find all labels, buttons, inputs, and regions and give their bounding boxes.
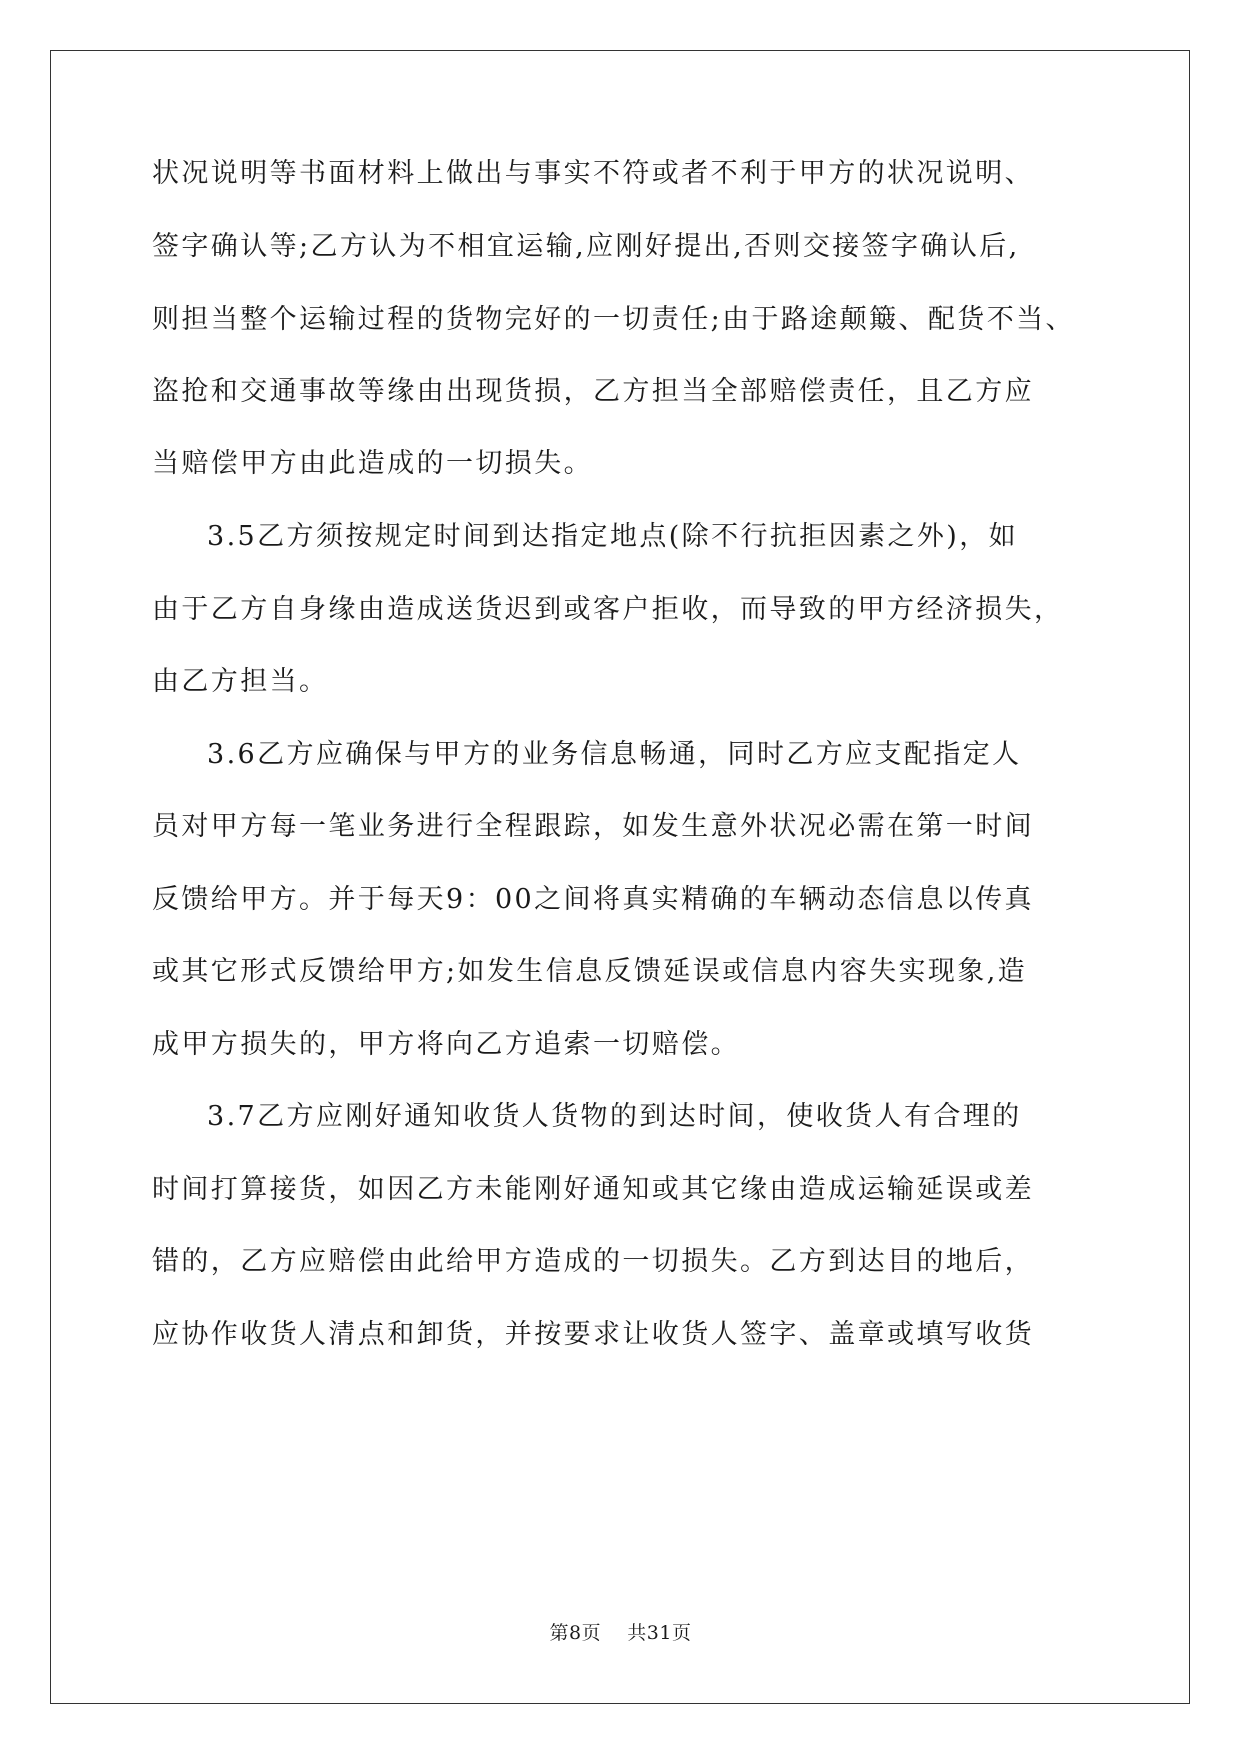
- text-line: 应协作收货人清点和卸货，并按要求让收货人签字、盖章或填写收货: [152, 1319, 1034, 1350]
- page-frame: [50, 50, 1190, 1704]
- paragraph-3-7-line: 3.7乙方应刚好通知收货人货物的到达时间，使收货人有合理的: [207, 1101, 1022, 1132]
- text-line: 签字确认等;乙方认为不相宜运输,应刚好提出,否则交接签字确认后,: [152, 231, 1020, 262]
- total-pages-suffix: 页: [671, 1622, 692, 1644]
- text-line: 成甲方损失的，甲方将向乙方追索一切赔偿。: [152, 1029, 740, 1060]
- text-line: 则担当整个运输过程的货物完好的一切责任;由于路途颠簸、配货不当、: [152, 304, 1075, 335]
- page-footer: [0, 1618, 1241, 1645]
- text-line: 反馈给甲方。并于每天9：00之间将真实精确的车辆动态信息以传真: [152, 884, 1034, 915]
- text-line: 由于乙方自身缘由造成送货迟到或客户拒收，而导致的甲方经济损失，: [152, 594, 1064, 625]
- total-pages: 31: [646, 1622, 672, 1644]
- text-line: 当赔偿甲方由此造成的一切损失。: [152, 448, 593, 479]
- total-pages-prefix: 共: [627, 1622, 647, 1644]
- page-number-prefix: 第: [549, 1622, 569, 1644]
- text-line: 错的，乙方应赔偿由此给甲方造成的一切损失。乙方到达目的地后，: [152, 1246, 1034, 1277]
- text-line: 时间打算接货，如因乙方未能刚好通知或其它缘由造成运输延误或差: [152, 1174, 1034, 1205]
- paragraph-3-5-line: 3.5乙方须按规定时间到达指定地点(除不行抗拒因素之外)，如: [207, 521, 1019, 552]
- text-line: 由乙方担当。: [152, 666, 329, 697]
- text-line: 状况说明等书面材料上做出与事实不符或者不利于甲方的状况说明、: [152, 158, 1034, 189]
- text-line: 盗抢和交通事故等缘由出现货损，乙方担当全部赔偿责任，且乙方应: [152, 376, 1034, 407]
- text-line: 员对甲方每一笔业务进行全程跟踪，如发生意外状况必需在第一时间: [152, 811, 1034, 842]
- text-line: 或其它形式反馈给甲方;如发生信息反馈延误或信息内容失实现象,造: [152, 956, 1028, 987]
- page-number: 8: [569, 1622, 582, 1644]
- paragraph-3-6-line: 3.6乙方应确保与甲方的业务信息畅通，同时乙方应支配指定人: [207, 739, 1022, 770]
- page-number-suffix: 页: [581, 1622, 602, 1644]
